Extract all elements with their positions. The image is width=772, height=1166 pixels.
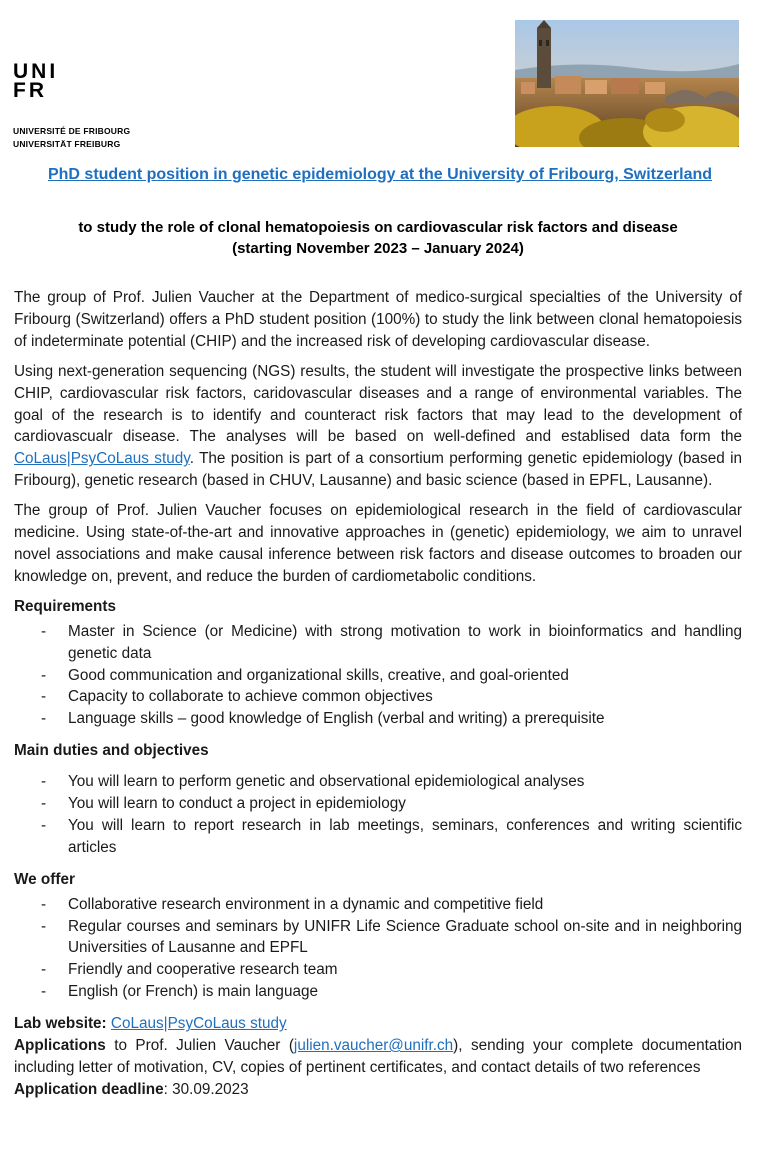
deadline-line: [14, 1079, 742, 1101]
list-item: - Capacity to collaborate to achieve common objectives: [14, 686, 742, 708]
logo-university-de: UNIVERSITÄT FREIBURG: [13, 139, 121, 149]
offer-list: [14, 894, 742, 1004]
list-item: - Master in Science (or Medicine) with strong motivation to work in bioinformatics and handling genetic data: [14, 621, 742, 665]
page-title-link[interactable]: PhD student position in genetic epidemiology at the University of Fribourg, Switzerland: [47, 166, 713, 183]
list-item: - Language skills – good knowledge of English (verbal and writing) a prerequisite: [14, 708, 742, 730]
subtitle-line-2: (starting November 2023 – January 2024): [232, 240, 524, 257]
list-item: - English (or French) is main language: [14, 981, 742, 1003]
list-item: - Collaborative research environment in a dynamic and competitive field: [14, 894, 742, 916]
logo-university-fr: UNIVERSITÉ DE FRIBOURG: [13, 126, 131, 136]
duties-heading: Main duties and objectives: [14, 742, 209, 760]
offer-heading: We offer: [14, 870, 75, 888]
requirements-list: [14, 621, 742, 731]
deadline-value: : 30.09.2023: [163, 1080, 249, 1098]
applications-label: Applications: [14, 1037, 106, 1055]
list-item: - Good communication and organizational skills, creative, and goal-oriented: [14, 665, 742, 687]
list-item: - Friendly and cooperative research team: [14, 959, 742, 981]
research-text-2: . The position is part of a consortium performing genetic epidemiology (based in Fribourg), genetic research (based in CHUV, Lausanne) and basic science (based in EPFL, Lausanne).: [14, 450, 742, 490]
research-paragraph: [14, 361, 742, 492]
logo-mark-line2: FR: [13, 79, 47, 102]
subtitle-line-1: to study the role of clonal hematopoiesis on cardiovascular risk factors and disease: [78, 219, 678, 236]
duties-list: [14, 771, 742, 859]
applications-line: [14, 1035, 742, 1079]
list-item: - You will learn to report research in lab meetings, seminars, conferences and writing scientific articles: [14, 815, 742, 859]
requirements-heading: Requirements: [14, 597, 117, 615]
lab-website-line: [14, 1013, 742, 1035]
colaus-study-link[interactable]: CoLaus|PsyCoLaus study: [14, 450, 190, 468]
university-logo: [13, 62, 130, 149]
applications-text-1: to Prof. Julien Vaucher (: [105, 1037, 294, 1055]
main-content: [14, 287, 742, 1101]
email-link[interactable]: julien.vaucher@unifr.ch: [293, 1037, 454, 1055]
group-paragraph: The group of Prof. Julien Vaucher focuses on epidemiological research in the field of cardiovascular medicine. Using state-of-the-art and innovative approaches in (genetic) epidemiology, we aim to unravel novel associations and make causal inference between risk factors and disease outcomes to broaden our knowledge on, prevent, and reduce the burden of cardiometabolic conditions.: [14, 502, 742, 585]
list-item: - Regular courses and seminars by UNIFR Life Science Graduate school on-site and in neighboring Universities of Lausanne and EPFL: [14, 916, 742, 960]
cityscape-image: [515, 20, 739, 147]
lab-website-link[interactable]: CoLaus|PsyCoLaus study: [110, 1015, 287, 1033]
header-photo: [515, 20, 739, 147]
logo-mark-line1: UNI: [13, 60, 59, 83]
deadline-label: Application deadline: [14, 1080, 164, 1098]
list-item: - You will learn to conduct a project in epidemiology: [14, 793, 742, 815]
intro-paragraph: The group of Prof. Julien Vaucher at the Department of medico-surgical specialties of the University of Fribourg (Switzerland) offers a PhD student position (100%) to study the link between clonal hematopoiesis of indeterminate potential (CHIP) and the increased risk of developing cardiovascular disease.: [14, 289, 742, 350]
application-info: [14, 1013, 742, 1101]
research-text-1: Using next-generation sequencing (NGS) results, the student will investigate the prospective links between CHIP, cardiovascular risk factors, caridovascular diseases and a range of environmental variables. The goal of the research is to identify and counteract risk factors that may lead to the development of cardiovascualr disease. The analyses will be based on well-defined and establised data form the: [14, 362, 742, 446]
applications-text-2: ), sending your complete documentation including letter of motivation, CV, copies of pertinent certificates, and contact details of two references: [14, 1037, 742, 1076]
list-item: - You will learn to perform genetic and observational epidemiological analyses: [14, 771, 742, 793]
subtitle: [20, 217, 736, 259]
lab-website-label: Lab website:: [14, 1015, 107, 1033]
